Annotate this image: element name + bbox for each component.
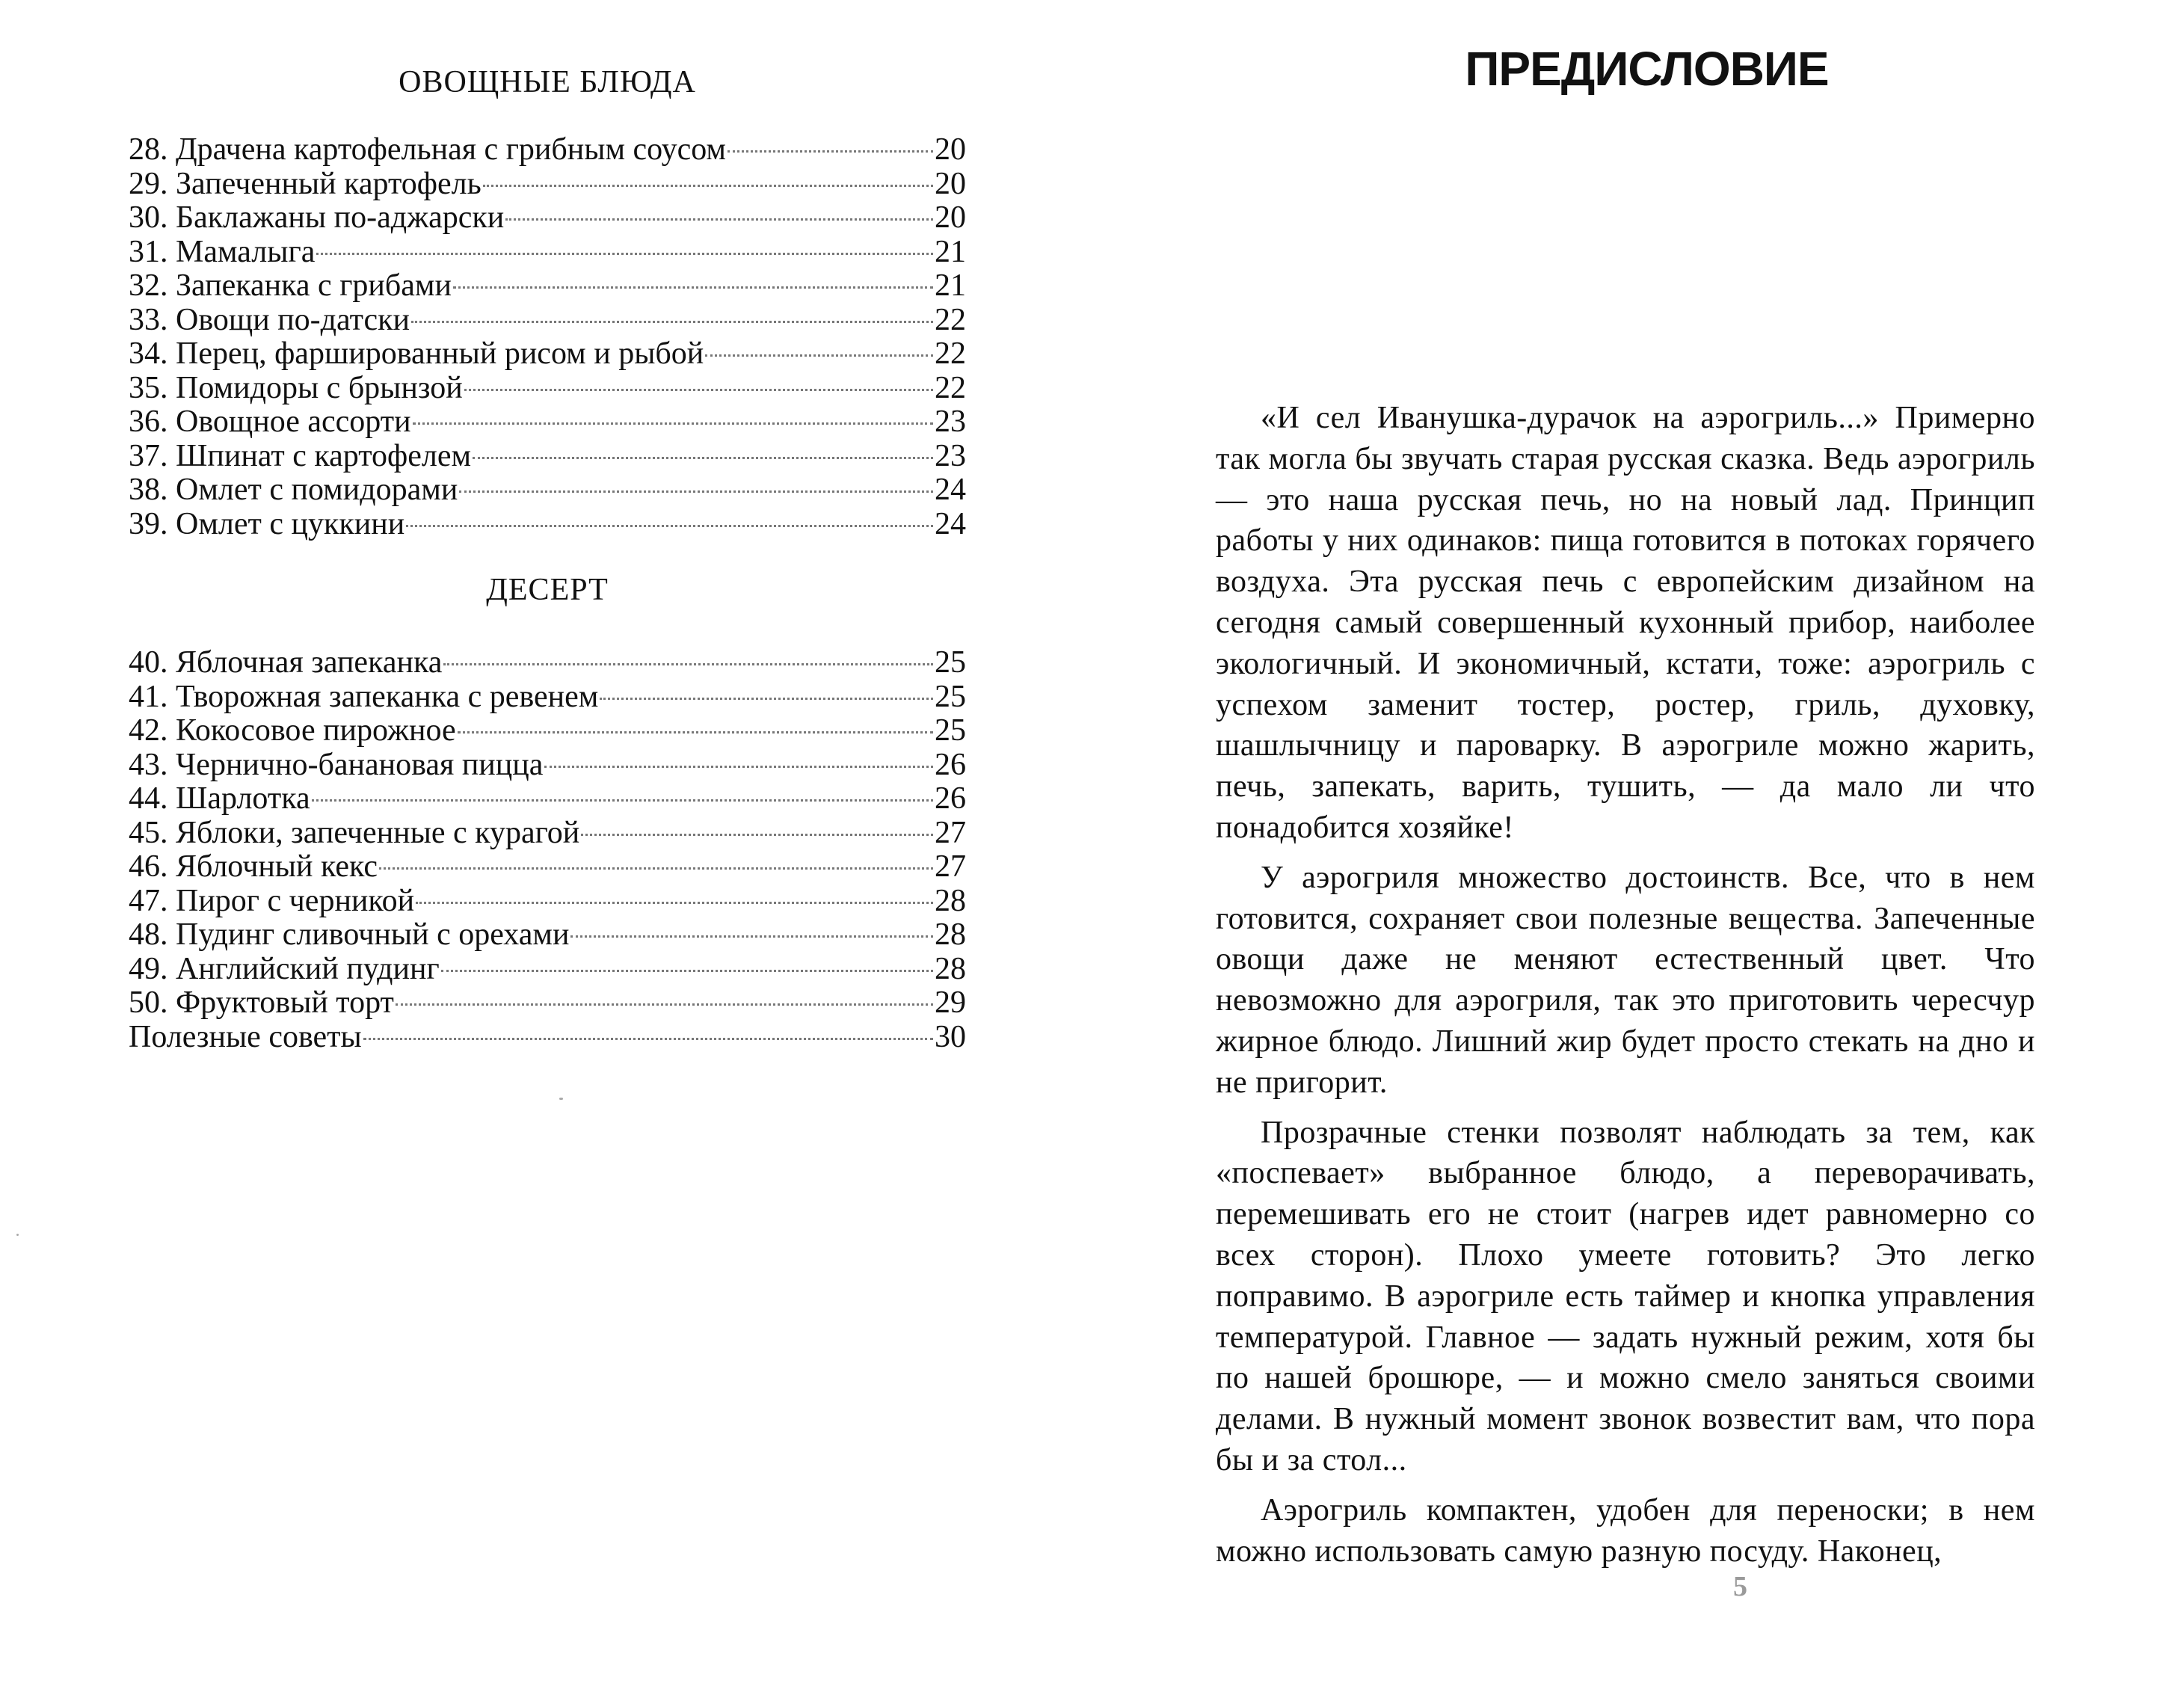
toc-dot-leader	[453, 286, 933, 289]
toc-dot-leader	[464, 389, 933, 391]
preface-body	[1216, 398, 2035, 1581]
toc-entry[interactable]	[129, 337, 966, 372]
toc-entry-page: 28	[935, 883, 966, 918]
toc-dot-leader	[413, 422, 933, 425]
toc-entry[interactable]	[129, 372, 966, 406]
toc-entry-label: 37. Шпинат с картофелем	[129, 438, 472, 473]
toc-entry-label: Полезные советы	[129, 1019, 362, 1054]
toc-entry-label: 35. Помидоры с брынзой	[129, 370, 463, 405]
toc-dot-leader	[441, 970, 933, 972]
toc-entry-label: 40. Яблочная запеканка	[129, 645, 443, 680]
toc-entry-label: 42. Кокосовое пирожное	[129, 713, 456, 748]
toc-dot-leader	[581, 834, 933, 836]
toc-entry-label: 34. Перец, фаршированный рисом и рыбой	[129, 336, 704, 371]
toc-entry-page: 28	[935, 951, 966, 986]
toc-entry-page: 30	[935, 1019, 966, 1054]
section-title-vegetables: ОВОЩНЫЕ БЛЮДА	[399, 65, 696, 99]
toc-entry-page: 28	[935, 917, 966, 952]
toc-entry[interactable]	[129, 748, 966, 783]
toc-entry[interactable]	[129, 405, 966, 440]
toc-entry-page: 26	[935, 747, 966, 782]
section-title-dessert: ДЕСЕРТ	[486, 573, 609, 607]
page-heading: ПРЕДИСЛОВИЕ	[1465, 42, 1829, 96]
toc-entry[interactable]	[129, 782, 966, 816]
toc-entry[interactable]	[129, 1021, 966, 1055]
toc-entry-label: 36. Овощное ассорти	[129, 405, 411, 439]
toc-entry[interactable]	[129, 646, 966, 680]
toc-entry-label: 43. Чернично-банановая пицца	[129, 747, 544, 782]
toc-entry-page: 20	[935, 132, 966, 167]
toc-entry-label: 33. Овощи по-датски	[129, 302, 410, 337]
toc-entry-page: 21	[935, 234, 966, 269]
preface-paragraph: Аэрогриль компактен, удобен для переноски; в нем можно использовать самую разную посуду. Наконец,	[1216, 1492, 2035, 1569]
toc-dot-leader	[416, 902, 933, 904]
toc-entry[interactable]	[129, 850, 966, 885]
toc-entry-label: 47. Пирог с черникой	[129, 883, 415, 918]
toc-entry[interactable]	[129, 816, 966, 851]
preface-paragraph: Прозрачные стенки позволят наблюдать за тем, как «поспевает» выбранное блюдо, а переворачивать, перемешивать его не стоит (нагрев идет равномерно со всех сторон). Плохо умеете готовить? Это легко поправимо. В аэрогриле есть таймер и кнопка управления температурой. Главное — задать нужный режим, хотя бы по нашей брошюре, — и можно смело заняться своими делами. В нужный момент звонок возвестит вам, что пора бы и за стол...	[1216, 1115, 2035, 1477]
toc-entry-page: 27	[935, 815, 966, 850]
toc-entry[interactable]	[129, 236, 966, 270]
toc-dot-leader	[544, 766, 933, 768]
toc-entry[interactable]	[129, 201, 966, 236]
toc-entry[interactable]	[129, 986, 966, 1021]
toc-entry-label: 38. Омлет с помидорами	[129, 473, 458, 507]
toc-dot-leader	[316, 253, 933, 255]
toc-dot-leader	[379, 867, 933, 870]
toc-entry-page: 23	[935, 405, 966, 439]
toc-entry-page: 25	[935, 679, 966, 714]
toc-list-vegetables	[129, 133, 966, 541]
toc-dot-leader	[600, 698, 933, 700]
toc-dot-leader	[459, 490, 933, 493]
toc-entry[interactable]	[129, 680, 966, 715]
toc-entry-label: 41. Творожная запеканка с ревенем	[129, 679, 599, 714]
toc-entry[interactable]	[129, 269, 966, 304]
toc-entry[interactable]	[129, 133, 966, 167]
print-speck	[559, 1098, 563, 1100]
toc-entry[interactable]	[129, 714, 966, 748]
toc-dot-leader	[705, 354, 933, 357]
toc-entry-page: 22	[935, 370, 966, 405]
toc-entry-label: 49. Английский пудинг	[129, 951, 440, 986]
toc-dot-leader	[483, 185, 933, 187]
right-page	[1092, 0, 2184, 1704]
toc-dot-leader	[570, 935, 933, 938]
preface-paragraph: «И сел Иванушка-дурачок на аэрогриль...» Примерно так могла бы звучать старая русская сказка. Ведь аэрогриль — это наша русская печь, но на новый лад. Принцип работы у них одинаков: пища готовится в потоках горячего воздуха. Эта русская печь с европейским дизайном на сегодня самый совершенный кухонный прибор, наиболее экологичный. И экономичный, кстати, тоже: аэрогриль с успехом заменит тостер, ростер, гриль, духовку, шашлычницу и пароварку. В аэрогриле можно жарить, печь, запекать, варить, тушить, — да мало ли что понадобится хозяйке!	[1216, 401, 2035, 845]
toc-entry[interactable]	[129, 167, 966, 202]
toc-dot-leader	[728, 150, 933, 153]
toc-dot-leader	[443, 663, 933, 665]
toc-entry-page: 27	[935, 849, 966, 884]
toc-list-dessert	[129, 646, 966, 1054]
preface-paragraph: У аэрогриля множество достоинств. Все, что в нем готовится, сохраняет свои полезные вещества. Запеченные овощи даже не меняют естественный цвет. Что невозможно для аэрогриля, так это приготовить чересчур жирное блюдо. Лишний жир будет просто стекать на дно и не пригорит.	[1216, 860, 2035, 1100]
toc-entry[interactable]	[129, 508, 966, 542]
toc-entry-page: 25	[935, 713, 966, 748]
print-speck	[16, 1234, 19, 1236]
toc-entry[interactable]	[129, 304, 966, 338]
toc-entry-label: 46. Яблочный кекс	[129, 849, 378, 884]
toc-entry-label: 31. Мамалыга	[129, 234, 316, 269]
toc-entry-label: 48. Пудинг сливочный с орехами	[129, 917, 570, 952]
toc-dot-leader	[411, 321, 933, 323]
toc-entry-page: 26	[935, 781, 966, 816]
toc-entry-page: 24	[935, 506, 966, 541]
toc-entry-label: 44. Шарлотка	[129, 781, 310, 816]
toc-entry-page: 21	[935, 268, 966, 303]
toc-entry-page: 22	[935, 302, 966, 337]
toc-entry-label: 45. Яблоки, запеченные с курагой	[129, 815, 580, 850]
toc-dot-leader	[458, 731, 933, 733]
toc-entry[interactable]	[129, 953, 966, 987]
toc-entry-label: 30. Баклажаны по-аджарски	[129, 200, 505, 235]
toc-dot-leader	[363, 1038, 933, 1040]
toc-entry-label: 28. Драчена картофельная с грибным соусом	[129, 132, 727, 167]
toc-entry-page: 20	[935, 166, 966, 201]
toc-entry[interactable]	[129, 440, 966, 474]
toc-entry-label: 39. Омлет с цуккини	[129, 506, 405, 541]
toc-entry-page: 25	[935, 645, 966, 680]
toc-dot-leader	[396, 1003, 933, 1006]
toc-entry-page: 24	[935, 473, 966, 507]
toc-entry-page: 29	[935, 985, 966, 1020]
toc-dot-leader	[406, 525, 933, 527]
toc-entry-label: 32. Запеканка с грибами	[129, 268, 452, 303]
toc-dot-leader	[505, 218, 933, 221]
toc-dot-leader	[473, 457, 933, 459]
toc-entry-page: 22	[935, 336, 966, 371]
toc-entry[interactable]	[129, 473, 966, 508]
toc-entry[interactable]	[129, 918, 966, 953]
toc-entry-page: 20	[935, 200, 966, 235]
toc-entry[interactable]	[129, 885, 966, 919]
toc-dot-leader	[312, 799, 933, 802]
toc-entry-label: 50. Фруктовый торт	[129, 985, 394, 1020]
toc-entry-label: 29. Запеченный картофель	[129, 166, 482, 201]
page-number: 5	[1733, 1571, 1747, 1602]
toc-entry-page: 23	[935, 438, 966, 473]
